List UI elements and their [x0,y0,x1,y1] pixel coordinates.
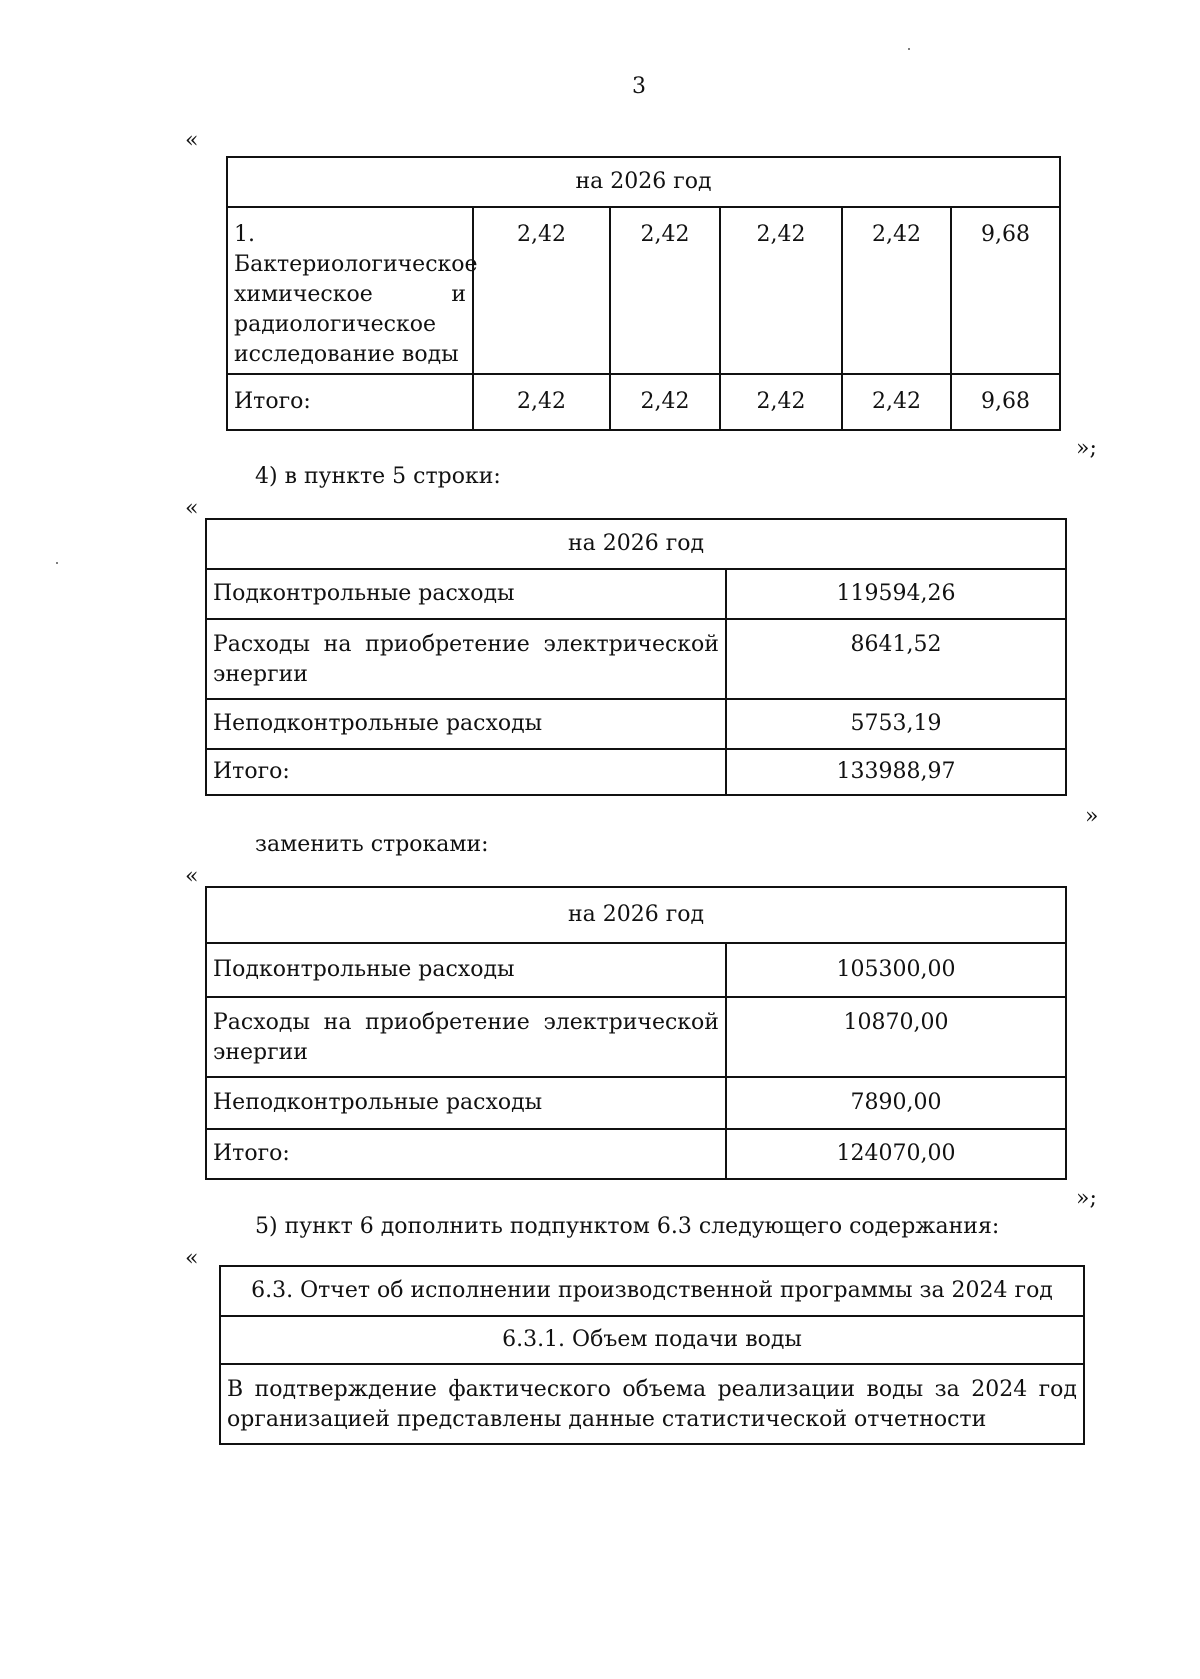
label-line: радиологическое [234,312,436,337]
value-cell: 5753,19 [726,699,1066,749]
text-word: фактического [448,1377,611,1402]
row-label: Неподконтрольные расходы [206,699,726,749]
value-cell: 124070,00 [726,1129,1066,1179]
row-label: Подконтрольные расходы [206,569,726,619]
scan-dot [908,48,910,50]
row-label-total: Итого: [227,374,473,430]
close-quote: »; [1076,436,1097,461]
text-word: год [1038,1377,1077,1402]
value-cell: 10870,00 [726,997,1066,1077]
table-header: на 2026 год [206,887,1066,943]
row-label [206,619,726,699]
text-word: 2024 [971,1377,1028,1402]
value-cell: 2,42 [720,374,842,430]
subsection-title: 6.3.1. Объем подачи воды [220,1316,1084,1364]
report-text [220,1364,1084,1444]
row-label-total: Итого: [206,749,726,795]
text-word: В [227,1377,244,1402]
value-cell: 2,42 [610,207,720,374]
value-cell: 2,42 [842,374,951,430]
text-line: организацией представлены данные статистической отчетности [227,1407,987,1432]
value-cell: 119594,26 [726,569,1066,619]
label-line: 1. [234,222,255,247]
label-word: приобретение [365,1010,530,1035]
scan-dot [56,562,58,564]
label-line: исследование воды [234,342,459,367]
text-word: реализации [717,1377,856,1402]
text-word: подтверждение [254,1377,437,1402]
value-cell: 9,68 [951,374,1060,430]
row-label-water-research [227,207,478,374]
label-word: на [323,632,352,657]
value-cell: 2,42 [842,207,951,374]
open-quote: « [185,1246,199,1271]
label-line: энергии [213,1040,308,1065]
value-cell: 133988,97 [726,749,1066,795]
table-2026-costs-new [205,886,1067,1180]
open-quote: « [185,496,199,521]
text-word: за [934,1377,960,1402]
value-cell: 7890,00 [726,1077,1066,1129]
label-word: электрической [543,632,719,657]
label-word: на [323,1010,352,1035]
paragraph-4: 4) в пункте 5 строки: [255,464,501,489]
value-cell: 2,42 [610,374,720,430]
value-cell: 8641,52 [726,619,1066,699]
open-quote: « [185,864,199,889]
row-label-total: Итого: [206,1129,726,1179]
table-header: на 2026 год [206,519,1066,569]
section-title: 6.3. Отчет об исполнении производственной программы за 2024 год [220,1266,1084,1316]
page-number: 3 [632,74,646,99]
value-cell: 2,42 [473,374,610,430]
label-line: энергии [213,662,308,687]
text-word: объема [622,1377,707,1402]
label-word: Расходы [213,1010,310,1035]
label-line [213,1008,719,1038]
value-cell: 9,68 [951,207,1060,374]
close-quote: » [1085,804,1099,829]
close-quote: »; [1076,1186,1097,1211]
value-cell: 105300,00 [726,943,1066,997]
text-line [227,1375,1077,1405]
text-word: воды [866,1377,924,1402]
table-2026-water-research [226,156,1061,431]
row-label: Подконтрольные расходы [206,943,726,997]
row-label [206,997,726,1077]
label-word: химическое [234,282,373,307]
value-cell: 2,42 [473,207,610,374]
label-line [213,630,719,660]
label-word: и [451,282,466,307]
table-report-2024 [219,1265,1085,1445]
value-cell: 2,42 [720,207,842,374]
paragraph-5: 5) пункт 6 дополнить подпунктом 6.3 следующего содержания: [255,1214,1000,1239]
label-line: Бактериологическое [234,252,478,277]
label-word: приобретение [365,632,530,657]
label-word: Расходы [213,632,310,657]
label-word: электрической [543,1010,719,1035]
open-quote: « [185,128,199,153]
replace-text: заменить строками: [255,832,489,857]
row-label: Неподконтрольные расходы [206,1077,726,1129]
label-line [234,280,466,310]
table-header: на 2026 год [227,157,1060,207]
table-2026-costs-old [205,518,1067,796]
